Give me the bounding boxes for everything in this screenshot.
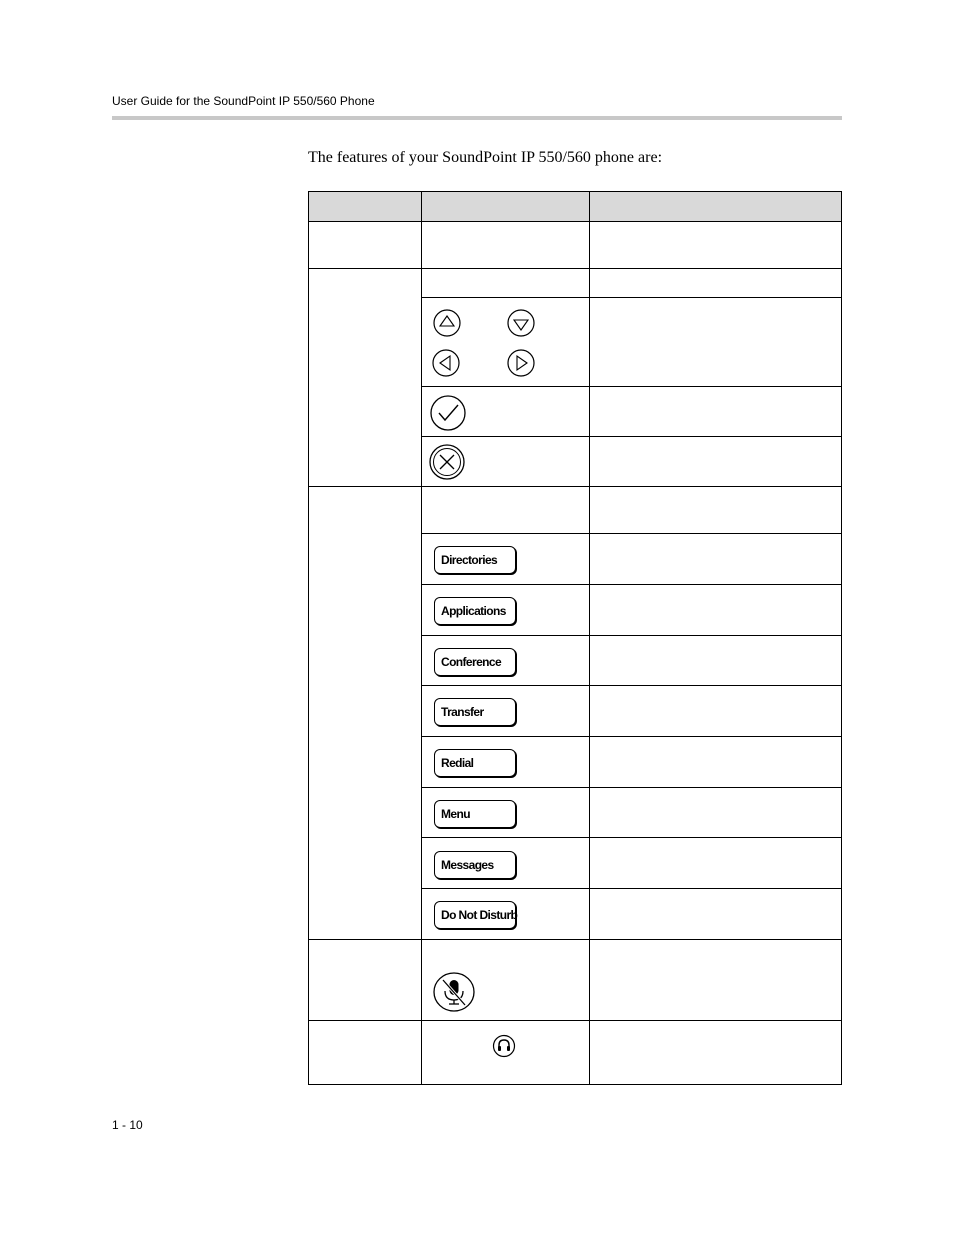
menu-key: Menu [434,800,516,828]
subrow-line [421,635,842,636]
subrow-line [421,584,842,585]
up-arrow-icon [432,308,462,338]
subrow-line [421,436,842,437]
redial-key: Redial [434,749,516,777]
messages-key: Messages [434,851,516,879]
delete-x-icon [428,443,466,481]
column-divider-2 [589,191,590,1085]
subrow-line [421,297,842,298]
conference-key: Conference [434,648,516,676]
subrow-line [421,736,842,737]
headset-icon [492,1034,516,1058]
row-line [308,268,842,269]
header-rule [112,116,842,120]
applications-key: Applications [434,597,516,625]
table-border-top [308,191,842,192]
row-line [308,939,842,940]
table-border-right [841,191,842,1085]
subrow-line [421,787,842,788]
row-line [308,1020,842,1021]
select-check-icon [429,394,467,432]
right-arrow-icon [506,348,536,378]
do-not-disturb-key: Do Not Disturb [434,901,516,929]
subrow-line [421,386,842,387]
column-divider-1 [421,191,422,1085]
table-header-row [308,191,842,222]
intro-text: The features of your SoundPoint IP 550/560 phone are: [308,149,663,166]
subrow-line [421,533,842,534]
page-number: 1 - 10 [112,1118,143,1132]
table-border-left [308,191,309,1085]
subrow-line [421,837,842,838]
running-header: User Guide for the SoundPoint IP 550/560 Phone [112,94,375,108]
left-arrow-icon [431,348,461,378]
subrow-line [421,685,842,686]
mute-microphone-icon [432,971,476,1013]
down-arrow-icon [506,308,536,338]
transfer-key: Transfer [434,698,516,726]
row-line [308,486,842,487]
subrow-line [421,888,842,889]
row-line [308,221,842,222]
table-border-bottom [308,1084,842,1085]
directories-key: Directories [434,546,516,574]
